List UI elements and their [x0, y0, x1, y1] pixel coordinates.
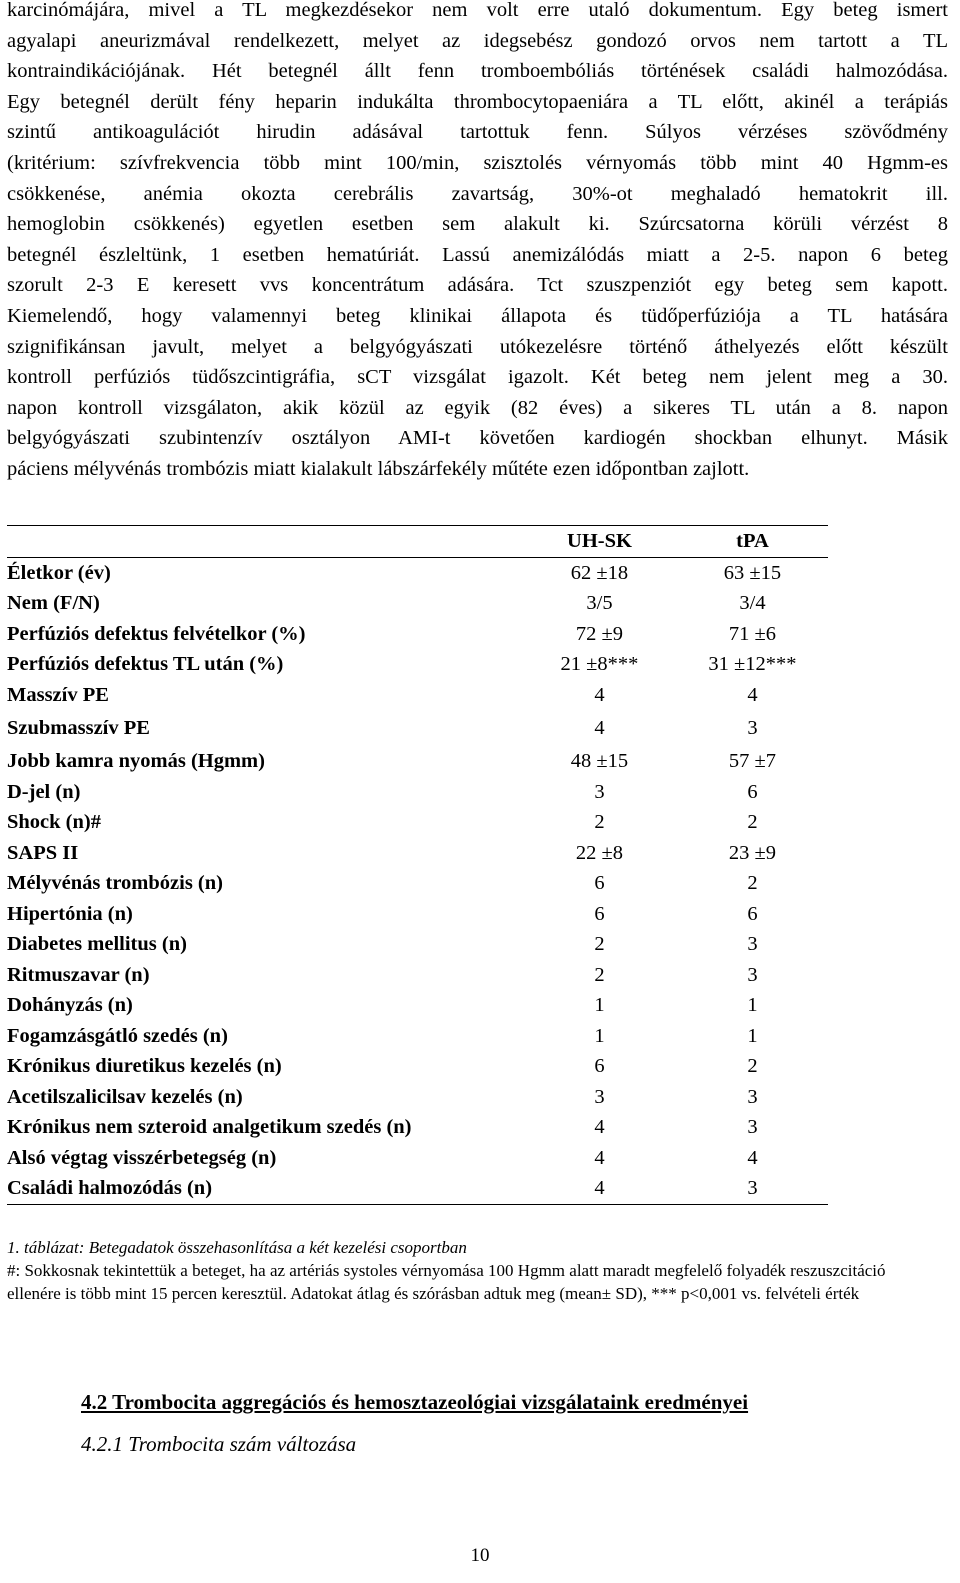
- table-cell-uhsk: 6: [594, 902, 605, 925]
- table-caption: [7, 1236, 907, 1305]
- table-cell-label: Ritmuszavar (n): [7, 963, 150, 986]
- paragraph-line: karcinómájára, mivel a TL megkezdésekor nem volt erre utaló dokumentum. Egy beteg ismert: [7, 0, 948, 21]
- section-heading: 4.2 Trombocita aggregációs és hemosztazeológiai vizsgálataink eredményei: [81, 1390, 749, 1414]
- table-cell-uhsk: 6: [594, 872, 605, 894]
- table-row: [7, 807, 828, 838]
- table-row: [7, 619, 828, 650]
- paragraph-line: szorult 2-3 E keresett vvs koncentrátum adására. Tct szuszpenziót egy beteg sem kapott.: [7, 274, 948, 297]
- table-cell-label: Krónikus nem szteroid analgetikum szedés (n): [7, 1116, 412, 1138]
- paragraph-line: szignifikánsan javult, melyet a belgyógyászati utókezelésre történő áthelyezés előtt készült: [7, 335, 948, 358]
- table-row: [7, 899, 828, 930]
- paragraph-line: kontraindikációjának. Hét betegnél állt fenn tromboembóliás történések családi halmozódása.: [7, 60, 948, 83]
- page-number: 10: [470, 1545, 490, 1566]
- table-cell-label: Életkor (év): [7, 557, 522, 588]
- table-cell-uhsk: 3/5: [586, 592, 613, 614]
- table-cell-label: Acetilszalicilsav kezelés (n): [7, 1085, 243, 1108]
- table-cell-label: Masszív PE: [7, 683, 109, 706]
- table-cell-tpa: 6: [747, 902, 758, 925]
- table-cell-tpa: 2: [747, 811, 758, 833]
- table-cell-label: Shock (n)#: [7, 811, 101, 833]
- table-cell-label: Fogamzásgátló szedés (n): [7, 1024, 228, 1047]
- paragraph-line: Egy betegnél derült fény heparin indukálta thrombocytopaeniára a TL előtt, akinél a terápiás: [7, 90, 948, 113]
- table-cell-label: Hipertónia (n): [7, 902, 133, 925]
- table-cell-label: Családi halmozódás (n): [7, 1173, 522, 1204]
- paragraph-line: kontroll perfúziós tüdőszcintigráfia, sCT vizsgálat igazolt. Két beteg nem jelent meg a 30.: [7, 366, 948, 389]
- table-cell-uhsk: 2: [594, 963, 605, 986]
- table-cell-label: Alsó végtag visszérbetegség (n): [7, 1146, 277, 1169]
- table-cell-label: Jobb kamra nyomás (Hgmm): [7, 750, 265, 772]
- table-row: [7, 710, 828, 746]
- table-row: [7, 557, 828, 588]
- table-cell-tpa: 71 ±6: [728, 622, 777, 645]
- table-cell-uhsk: 21 ±8***: [560, 653, 639, 675]
- subsection-heading: 4.2.1 Trombocita szám változása: [81, 1432, 357, 1456]
- table-cell-tpa: 3: [747, 1116, 758, 1138]
- table-row: [7, 777, 828, 808]
- table-cell-label: Mélyvénás trombózis (n): [7, 872, 223, 894]
- table-cell-tpa: 4: [747, 1146, 758, 1169]
- table-cell-tpa: 3: [747, 933, 758, 955]
- table-cell-uhsk: 62 ±18: [522, 557, 677, 588]
- paragraph-line: Kiemelendő, hogy valamennyi beteg klinikai állapota és tüdőperfúziója a TL hatására: [7, 304, 948, 327]
- table-row: [7, 1173, 828, 1204]
- body-paragraph: [7, 0, 948, 485]
- table-cell-uhsk: 6: [594, 1055, 605, 1077]
- paragraph-line: páciens mélyvénás trombózis miatt kialakult lábszárfekély műtéte ezen időpontban zajlott.: [7, 457, 750, 480]
- table-header-uhsk: UH-SK: [567, 530, 632, 552]
- table-cell-uhsk: 3: [594, 1085, 605, 1108]
- table-cell-tpa: 6: [747, 780, 758, 803]
- table-row: [7, 746, 828, 777]
- table-row: [7, 838, 828, 869]
- table-cell-uhsk: 1: [594, 994, 605, 1016]
- table-caption-note: #: Sokkosnak tekintettük a beteget, ha az artériás systoles vérnyomása 100 Hgmm alatt maradt megfelelő folyadék reszuszcitáció ellenére is több mint 15 percen keresztül. Adatokat átlag és szórásban adtuk meg (mean± SD), *** p<0,001 vs. felvételi érték: [7, 1261, 886, 1303]
- table-cell-tpa: 3: [677, 1173, 828, 1204]
- table-cell-tpa: 4: [747, 683, 758, 706]
- table-row: [7, 929, 828, 960]
- paragraph-line: csökkenése, anémia okozta cerebrális zavartság, 30%-ot meghaladó hematokrit ill.: [7, 182, 948, 205]
- table-cell-label: Krónikus diuretikus kezelés (n): [7, 1055, 282, 1077]
- table-cell-uhsk: 2: [594, 811, 605, 833]
- table-cell-tpa: 3: [747, 716, 758, 739]
- table-cell-label: Szubmasszív PE: [7, 716, 150, 739]
- patient-data-table: [7, 525, 828, 1205]
- table-cell-uhsk: 2: [594, 933, 605, 955]
- table-cell-tpa: 23 ±9: [728, 841, 777, 864]
- table-row: [7, 1112, 828, 1143]
- table-row: [7, 1021, 828, 1052]
- paragraph-line: hemoglobin csökkenés) egyetlen esetben sem alakult ki. Szúrcsatorna körüli vérzést 8: [7, 213, 948, 236]
- table-row: [7, 1051, 828, 1082]
- table-cell-uhsk: 4: [594, 683, 605, 706]
- table-cell-label: Diabetes mellitus (n): [7, 933, 187, 955]
- table-row: [7, 680, 828, 711]
- table-row: [7, 868, 828, 899]
- paragraph-line: agyalapi aneurizmával rendelkezett, melyet az idegsebész gondozó orvos nem tartott a TL: [7, 29, 948, 52]
- table-row: [7, 1082, 828, 1113]
- paragraph-line: szintű antikoagulációt hirudin adásával tartottuk fenn. Súlyos vérzéses szövődmény: [7, 121, 948, 144]
- table-cell-uhsk: 48 ±15: [570, 750, 629, 772]
- table-header-empty: [7, 526, 522, 558]
- table-cell-tpa: 3/4: [739, 592, 766, 614]
- table-cell-uhsk: 72 ±9: [575, 622, 624, 645]
- table-cell-label: Perfúziós defektus felvételkor (%): [7, 622, 306, 645]
- table-header-tpa: tPA: [736, 530, 769, 552]
- table-cell-label: SAPS II: [7, 841, 79, 864]
- table-cell-uhsk: 4: [594, 716, 605, 739]
- table-cell-tpa: 2: [747, 1055, 758, 1077]
- table-row: [7, 960, 828, 991]
- table-cell-tpa: 1: [747, 1024, 758, 1047]
- table-cell-tpa: 31 ±12***: [708, 653, 797, 675]
- table-caption-title: 1. táblázat: Betegadatok összehasonlítása a két kezelési csoportban: [7, 1238, 467, 1257]
- table-cell-tpa: 57 ±7: [728, 750, 777, 772]
- table-row: [7, 1143, 828, 1174]
- table-row: [7, 990, 828, 1021]
- paragraph-line: napon kontroll vizsgálaton, akik közül az egyik (82 éves) a sikeres TL után a 8. napon: [7, 396, 948, 419]
- table-cell-tpa: 3: [747, 963, 758, 986]
- table-cell-uhsk: 4: [594, 1146, 605, 1169]
- paragraph-line: belgyógyászati szubintenzív osztályon AMI-t követően kardiogén shockban elhunyt. Másik: [7, 427, 948, 450]
- table-row: [7, 588, 828, 619]
- table-cell-tpa: 1: [747, 994, 758, 1016]
- table-cell-uhsk: 3: [594, 780, 605, 803]
- table-cell-tpa: 3: [747, 1085, 758, 1108]
- table-cell-uhsk: 4: [522, 1173, 677, 1204]
- paragraph-line: (kritérium: szívfrekvencia több mint 100/min, szisztolés vérnyomás több mint 40 Hgmm-es: [7, 151, 948, 174]
- table-cell-label: Nem (F/N): [7, 592, 100, 614]
- table-row: [7, 649, 828, 680]
- table-cell-uhsk: 22 ±8: [575, 841, 624, 864]
- table-cell-label: Perfúziós defektus TL után (%): [7, 653, 284, 675]
- table-cell-uhsk: 1: [594, 1024, 605, 1047]
- table-cell-tpa: 2: [747, 872, 758, 894]
- table-cell-label: D-jel (n): [7, 780, 81, 803]
- table-cell-label: Dohányzás (n): [7, 994, 133, 1016]
- table-cell-uhsk: 4: [594, 1116, 605, 1138]
- table-cell-tpa: 63 ±15: [677, 557, 828, 588]
- table-header-row: [7, 526, 828, 558]
- paragraph-line: betegnél észleltünk, 1 esetben hematúriát. Lassú anemizálódás miatt a 2-5. napon 6 beteg: [7, 243, 948, 266]
